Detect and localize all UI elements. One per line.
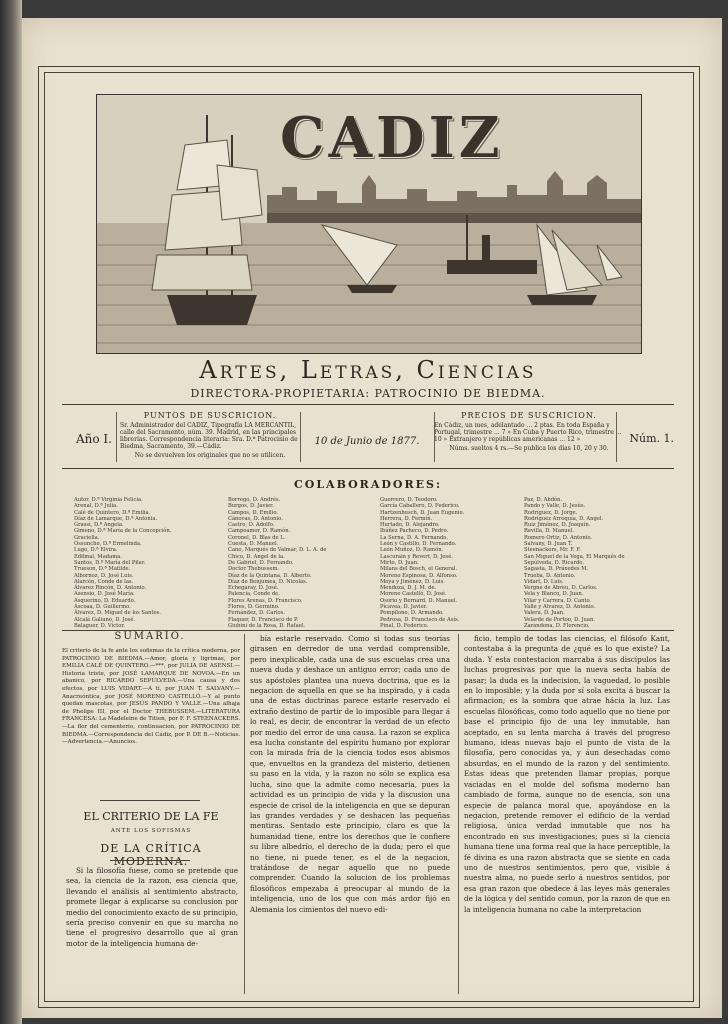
colaborador-name: Castro, D. Adolfo.	[228, 522, 275, 529]
colaborador-name: Velarde de Portoo, D. Juan.	[524, 616, 595, 623]
column-divider	[244, 634, 245, 994]
divider	[434, 412, 435, 462]
colaborador-name: Díaz de Lamarque, D.ª Antonia.	[74, 515, 158, 522]
colaborador-name: Borrego, D. Andrés.	[228, 497, 281, 503]
colaborador-name: Valera, D. Juan.	[524, 610, 565, 617]
colaborador-name: Mendoza, D. J. M. de.	[380, 585, 437, 592]
article-paragraph: Si la filosofía fuese, como se pretende que sea, la ciencia de la razon, esa ciencia que, llevando el análisis al sentimiento abstracto, promete llegar á explicarse su conclusion por medio del conocimiento exacto de su principio, sería preciso convenir en que su marcha no tiene el progresivo desarrollo que al gran motor de la inteligencia humana de-	[66, 866, 238, 948]
colaborador-name: Sagasta, D. Práxedes M.	[524, 566, 589, 573]
divider	[616, 412, 617, 462]
colaborador-name: Vilar y Carrera, D. Canto.	[524, 597, 592, 604]
colaborador-name: Asquerino, D. Eduardo.	[74, 597, 136, 604]
puntos-box	[120, 412, 300, 462]
precios-title: PRECIOS DE SUSCRICION.	[461, 411, 597, 420]
colaborador-name: Gimeno, D.ª María de la Concepción.	[74, 528, 172, 535]
colaborador-name: Balaguer, D. Víctor.	[74, 622, 125, 629]
colaborador-name: Pícavea, D. Javier.	[380, 604, 428, 611]
colaborador-name: Revilla, D. Manuel.	[524, 528, 575, 535]
colaborador-name: Díaz de la Quintana, D. Alberto.	[228, 572, 312, 579]
colaborador-name: Doctor Thebussem.	[228, 566, 280, 573]
colaborador-name: Guerrero, D. Teodoro.	[380, 497, 438, 503]
colaborador-name: Campos, D. Emilio.	[228, 509, 279, 516]
colaborador-name: Alarcón, Conde de las.	[74, 578, 134, 585]
colaborador-name: Calé de Quintero, D.ª Emilia.	[74, 509, 151, 516]
puntos-note: No se devuelven los originales que no se utilicen.	[134, 452, 286, 459]
colaborador-name: Vidart, D. Luis.	[524, 578, 564, 585]
colaborador-name: León Muñoz, D. Ramón.	[380, 547, 444, 554]
book-gutter	[0, 0, 22, 1024]
colaborador-name: Giubini de la Rosa, D. Rafael.	[228, 622, 306, 629]
column-divider	[458, 634, 459, 994]
colaborador-name: Ruiz Jiménez, D. Joaquín.	[524, 522, 591, 529]
colaborador-name: Moreno Castelló, D. José.	[380, 591, 447, 598]
colaborador-name: Milans del Bosch, el General.	[380, 566, 458, 573]
colaborador-name: Álvarez Rincón, D. Antonio.	[74, 585, 147, 592]
colaboradores-column-3	[380, 497, 530, 629]
colaborador-name: San Miguel de la Vega, El Marqués de	[524, 553, 625, 560]
article-paragraph: bía estarle reservado. Como si todas sus teorías girasen en derredor de una verdad comprensible, pero inexplicable, cada una de sus escuelas crea una nueva duda y deshace un antiguo error; cada uno de sus apóstoles planteа una nueva doctrina, que es la negacion de aquella en que se ha inspirado, y á cada una de estas doctrinas parece estarle reservado el extraño destino de partir de lo imposible para llegar á lo real, es decir, de encontrar la verdad de un efecto por medio del error de una causa. La razon se explica esa lucha constante del espíritu humano por explorar con la mirada fría de la ciencia todos esos abismos que, envueltos en la grandeza del misterio, detienen su paso en la vida, y la razon no sólo se explica esa lucha, sino que la admite como necesaria, pues la actividad es un principio de vida y la discusion una especie de crisol de la inteligencia en que se depuran las grandes verdades y se deshacen las pequeñas mentiras. Sentado este principio, claro es que la humanidad tiene, entre los derechos que le confiere su libre albedrío, el derecho de la duda; pero el que no tiene, ni puede tener, es el de la negacion, tratándose de negar aquello que no puede comprender. Cuando la solucion de los problemas filosóficos empezaba á preocupar al mundo de la inteligencia, uno de los que con más ardor fijó en Alemania los cimientos del nuevo edi-	[250, 634, 450, 914]
article-title-2: DE LA CRÍTICA MODERNA.	[100, 842, 202, 868]
colaborador-name: León y Castillo, D. Fernando.	[380, 541, 457, 548]
colaborador-name: Mirto, D. Juan.	[380, 559, 419, 566]
colaborador-name: Coronel, D. Blas de L.	[228, 534, 286, 541]
colaborador-name: Pando y Valle, D. Jesús.	[524, 503, 586, 510]
colaborador-name: Osorio y Bernard, D. Manuel.	[380, 597, 458, 604]
directora-line: DIRECTORA-PROPIETARIA: PATROCINIO DE BIEDMA.	[190, 387, 546, 400]
article-subtitle: ANTE LOS SOFISMAS	[110, 828, 192, 834]
colaborador-name: Álvarez, D. Miguel de los Santos.	[74, 610, 161, 617]
colaborador-name: García Caballero, D. Federico.	[380, 503, 460, 510]
colaborador-name: Vergne de Abreu, D. Carlos.	[524, 585, 598, 592]
colaborador-name: Fernández, D. Carlos.	[228, 610, 285, 617]
precios-note: Núms. sueltos 4 rs.—Se publica los días 10, 20 y 30.	[449, 445, 609, 452]
colaborador-name: Burgos, D. Javier.	[228, 503, 274, 510]
colaborador-name: Grassi, D.ª Angela.	[74, 522, 124, 529]
colaboradores-title: COLABORADORES:	[293, 478, 443, 491]
colaborador-name: De Gabriel, D. Fernando.	[228, 559, 294, 566]
colaborador-name: Autor, D.ª Virginia Felicia.	[74, 497, 143, 503]
colaborador-name: Paz, D. Abdón.	[524, 497, 563, 503]
colaborador-name: Edilmal, Madama.	[74, 553, 122, 560]
colaborador-name: Salvany, D. Juan T.	[524, 541, 573, 548]
subscription-info	[62, 408, 674, 464]
colaborador-name: Rodríguez, D. Jorge.	[524, 509, 578, 516]
puntos-title: PUNTOS DE SUSCRICION.	[143, 411, 277, 420]
divider	[116, 412, 117, 462]
rule-article	[110, 860, 190, 861]
colaborador-name: Pinal, D. Federico.	[380, 622, 429, 629]
precios-box	[434, 412, 624, 462]
colaborador-name: Cano, Marqués de Valmar, D. L. A. de	[228, 547, 327, 554]
colaborador-name: Rodríguez Arroquía, D. Angel.	[524, 515, 604, 522]
colaborador-name: Flores Arenas, D. Francisco.	[228, 597, 303, 604]
colaborador-name: Steenackers, Mr. F. F.	[524, 547, 581, 554]
rule-info	[62, 468, 674, 469]
colaborador-name: Hartzenbusch, D. Juan Eugenio.	[380, 509, 465, 516]
colaborador-name: Campoamor, D. Ramón.	[228, 528, 291, 535]
colaborador-name: Hurtado, D. Alejandro.	[380, 522, 440, 529]
colaboradores-column-2	[228, 497, 378, 629]
colaborador-name: Moya y Jiménez, D. Luis.	[380, 578, 445, 585]
colaborador-name: Pompílono, D. Armando.	[380, 610, 444, 617]
colaborador-name: Herrera, D. Fermín.	[380, 515, 433, 522]
colaborador-name: Echegaray, D. José.	[228, 585, 279, 592]
divider	[300, 412, 301, 462]
colaborador-name: Chico, D. Angel de la.	[228, 553, 285, 560]
colaborador-name: Lugo, D.ª Elvira.	[74, 547, 118, 554]
article-column-1	[66, 866, 238, 998]
colaborador-name: Romero Ortiz, D. Antonio.	[524, 534, 593, 541]
masthead-subtitle: Artes, Letras, Ciencias	[199, 356, 537, 384]
colaborador-name: Santos, D.ª María del Pilar.	[74, 559, 146, 566]
colaborador-name: Zarandona, D. Florencio.	[524, 622, 590, 629]
masthead-title: CADIZ	[280, 105, 504, 171]
colaboradores-column-4	[524, 497, 674, 629]
colaborador-name: Arenal, D.ª Julia.	[74, 503, 118, 510]
colaboradores-column-1	[74, 497, 224, 629]
colaborador-name: Ascoaa, D. Guillermo.	[74, 604, 131, 611]
issue-number: Núm. 1.	[629, 432, 674, 445]
colaborador-name: Pedrosa, D. Francisco de Asís.	[380, 616, 460, 623]
article-title: EL CRITERIO DE LA FE	[83, 810, 219, 823]
colaborador-name: Graciella.	[74, 534, 100, 541]
precios-text: En Cádiz, un mes, adelantado ... 2 ptas. En toda España y Portugal, trimestre ... 7 » En Cuba y Puerto Rico, trimestre ... 10 » Extranjero y repúblicas americanas ... 12 »	[434, 422, 622, 443]
colaborador-name: Vela y Blanco, D. Juan.	[524, 591, 584, 598]
colaborador-name: Albornoz, D. José Luis.	[74, 572, 134, 579]
colaborador-name: Trueson, D.ª Matilde.	[74, 566, 131, 573]
colaborador-name: Asensio, D. José María.	[74, 591, 135, 598]
colaborador-name: Valle y Alvarez, D. Antonio.	[524, 604, 596, 611]
article-column-3	[464, 634, 670, 998]
colaborador-name: Cánovas, D. Antonio.	[228, 515, 283, 522]
article-paragraph: ficio, templo de todas las ciencias, el filósofo Kant, contestaba á la pregunta de ¿qué es lo que existe? La duda. Y esta contestacion marcaba á sus discípulos las luchas progresivas por que la nueva secta había de pasar; la duda es la indecision, la vaguedad, lo posible en lo imposible; y la duda por sí sola excita á buscar la afirmacion; es la sombra que atrae hácia la luz. Las escuelas filosóficas, como todo aquello que no tiene por base el principio fijo de una ley inmutable, han aceptado, en su lenta marcha á través del progreso humano, ideas nuevas bajo el punto de vista de la filosofía, pero conocidas ya, y áun desechadas como absurdas, en el mundo de la razon y del sentimiento. Estas ideas que pretenden llamar propias, porque vaciadas en el molde del sofisma moderno han cambiado de forma, aunque no de esencia, son una especie de palanca moral que, apoyándose en la negacion, pretende remover el edificio de la verdad religiosa, única verdad inmutable que nos ha encontrado en sus investigaciones; pues si la ciencia humana tiene una forma real que la hace perceptible, la fé divina es una razon abstracta que se siente en cada uno de nuestros sentimientos, pero que, visible á nuestra alma, no puede serlo á nuestros sentidos, por esa gran razon que obedece á las leyes más generales de la lógica y del sentido comun, por la razon de que en la inteligencia humana no cabe la interpretacion	[464, 634, 670, 914]
colaborador-name: Moreno Espinosa, D. Alfonso.	[380, 572, 458, 579]
colaborador-name: Lascurain y Revert, D. José.	[380, 553, 453, 560]
article-column-2	[250, 634, 450, 998]
colaborador-name: Díaz de Benjumea, D. Nicolás.	[228, 578, 308, 585]
rule-top	[62, 404, 674, 405]
colaborador-name: La Serna, D. A. Fernando.	[380, 534, 448, 541]
colaborador-name: Flores, D. Germino.	[228, 604, 280, 611]
puntos-text: Sr. Administrador del CADIZ, Tipografía LA MERCANTIL, calle del Sacramento, núm. 39. Madrid, en las principales librerías. Correspondencia literaria: Sra. D.ª Patrocinio de Biedma, Sacramento, 39.—Cádiz.	[120, 422, 298, 450]
rule-sumario	[100, 800, 200, 801]
colaborador-name: Trueba, D. Antonio.	[524, 572, 576, 579]
colaborador-name: Flaquer, D. Francisco de P.	[228, 616, 299, 623]
colaborador-name: Ibáñez Pacheco, D. Pedro.	[380, 528, 449, 535]
colaborador-name: Ossuncho, D.ª Ermelinda.	[74, 541, 142, 548]
sumario-title: SUMARIO.	[114, 631, 186, 642]
year-label: Año I.	[76, 432, 112, 446]
colaborador-name: Cuesta, D. Manuel.	[228, 541, 279, 548]
sumario-text: El criterio de la fe ante los sofismas de la crítica moderna, por PATROCINIO DE BIEDMA.—Amor, gloria y ligrimas, por EMILIA CALÉ DE QUINTERO.—***, por JULIA DE ASENSI.—Historia triste, por JOSÉ LAMARQUE DE NOVOA.—En un abanico, por RICARDO SEPÚLVEDA.—Una causa y dos efectos, por LUIS VIDART.—A ti, por JUAN T. SALVANY.—Anacreóntica, por JOSÉ MORENO CASTELLÓ.—Y al punto quedan mascotas, por JESÚS PANDO Y VALLE.—Una alhaja de Phelipe III, por el Doctor THEBUSSEM.—LITERATURA FRANCESA: La Madeleine de Titien, por F. F. STEENACKERS.—La flor del cementerio, continuacion, por PATROCINIO DE BIEDMA.—Correspondencia del Cádiz, por P. DE B.—Noticias.—Advertencia.—Anuncios.	[62, 648, 240, 746]
colaborador-name: Alcalá Galiano, D. José.	[74, 616, 136, 623]
colaborador-name: Sepúlveda, D. Ricardo.	[524, 559, 584, 566]
issue-date: 10 de Junio de 1877.	[314, 436, 420, 447]
colaborador-name: Palencia, Conde de.	[228, 591, 280, 598]
